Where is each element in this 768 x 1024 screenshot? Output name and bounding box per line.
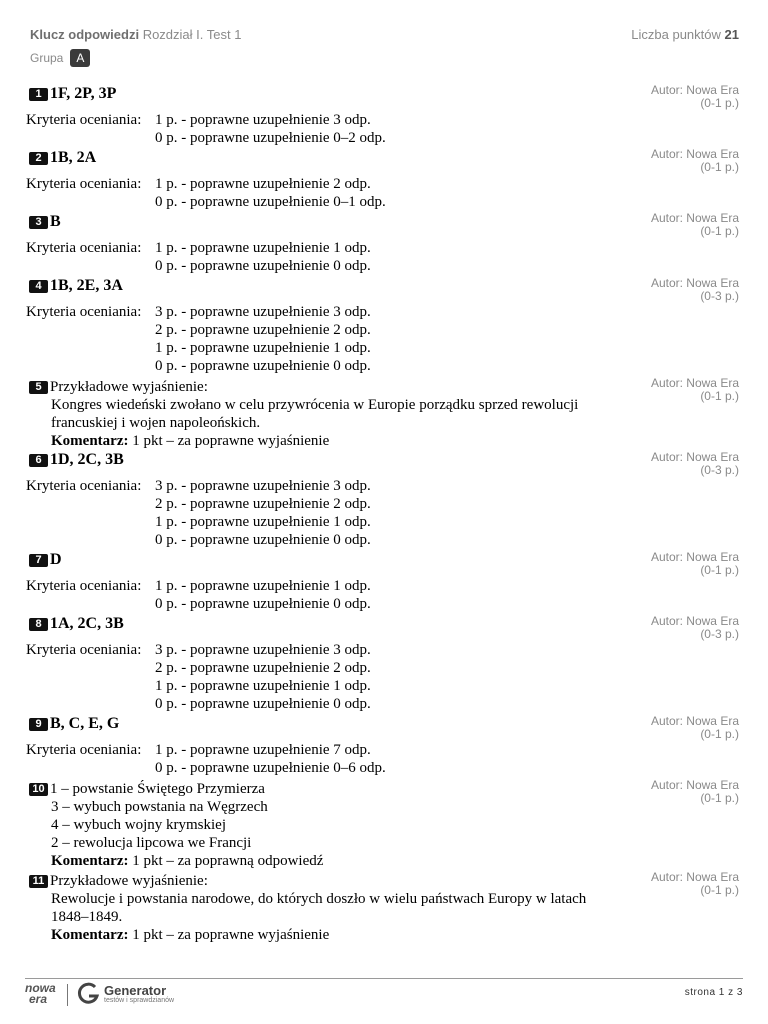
question-10 (26, 780, 636, 870)
criteria-label: Kryteria oceniania: (26, 304, 142, 320)
criteria-line: 0 p. - poprawne uzupełnienie 0 odp. (155, 596, 371, 612)
group-indicator (30, 49, 90, 67)
author: Autor: Nowa Era (650, 147, 739, 161)
question-number: 3 (29, 216, 48, 229)
criteria-line: 1 p. - poprawne uzupełnienie 7 odp. (155, 742, 371, 758)
points-range: (0-1 p.) (700, 96, 739, 110)
question-intro: 1 – powstanie Świętego Przymierza (50, 781, 265, 797)
question-number: 9 (29, 718, 48, 731)
points-range: (0-1 p.) (700, 791, 739, 805)
answer-text-line: Kongres wiedeński zwołano w celu przywrócenia w Europie porządku sprzed rewolucji (51, 397, 579, 413)
question-answer: B (50, 213, 61, 230)
author: Autor: Nowa Era (650, 778, 739, 792)
criteria-line: 1 p. - poprawne uzupełnienie 3 odp. (155, 112, 371, 128)
question-3 (26, 213, 636, 275)
criteria-line: 1 p. - poprawne uzupełnienie 1 odp. (155, 578, 371, 594)
question-2 (26, 149, 636, 211)
document-title-rest: Rozdział I. Test 1 (142, 27, 242, 42)
criteria-label: Kryteria oceniania: (26, 478, 142, 494)
criteria-line: 1 p. - poprawne uzupełnienie 1 odp. (155, 240, 371, 256)
question-number: 8 (29, 618, 48, 631)
criteria-label: Kryteria oceniania: (26, 578, 142, 594)
criteria-line: 0 p. - poprawne uzupełnienie 0 odp. (155, 258, 371, 274)
author: Autor: Nowa Era (650, 83, 739, 97)
comment (51, 432, 636, 450)
criteria-line: 1 p. - poprawne uzupełnienie 1 odp. (155, 678, 371, 694)
question-answer: 1A, 2C, 3B (50, 615, 124, 632)
question-6 (26, 451, 636, 549)
question-8 (26, 615, 636, 713)
answer-text-line: 3 – wybuch powstania na Węgrzech (51, 799, 268, 815)
points-range: (0-1 p.) (700, 389, 739, 403)
points-range: (0-1 p.) (700, 883, 739, 897)
question-5-meta (651, 377, 739, 403)
document-title (30, 27, 241, 42)
author: Autor: Nowa Era (650, 450, 739, 464)
question-10-meta (651, 779, 739, 805)
criteria-label: Kryteria oceniania: (26, 240, 142, 256)
question-answer: 1B, 2E, 3A (50, 277, 123, 294)
criteria-line: 1 p. - poprawne uzupełnienie 2 odp. (155, 176, 371, 192)
answer-text-line: 2 – rewolucja lipcowa we Francji (51, 835, 252, 851)
footer-divider (25, 978, 743, 979)
question-1-meta (651, 84, 739, 110)
question-6-meta (651, 451, 739, 477)
points-total-value: 21 (724, 27, 739, 42)
author: Autor: Nowa Era (650, 550, 739, 564)
grading-criteria (26, 239, 636, 275)
question-3-meta (651, 212, 739, 238)
criteria-line: 2 p. - poprawne uzupełnienie 2 odp. (155, 660, 371, 676)
points-range: (0-1 p.) (700, 563, 739, 577)
criteria-line: 3 p. - poprawne uzupełnienie 3 odp. (155, 304, 371, 320)
author: Autor: Nowa Era (650, 614, 739, 628)
points-total-label: Liczba punktów (631, 27, 721, 42)
question-11 (26, 872, 636, 944)
criteria-line: 1 p. - poprawne uzupełnienie 1 odp. (155, 340, 371, 356)
answer-text-line: 1848–1849. (51, 909, 123, 925)
question-number: 11 (29, 875, 48, 888)
page-number: strona 1 z 3 (684, 987, 743, 998)
answer-text-line: Rewolucje i powstania narodowe, do których doszło w wielu państwach Europy w latach (51, 891, 587, 907)
question-number: 4 (29, 280, 48, 293)
group-badge: A (70, 49, 90, 67)
comment-label: Komentarz: (51, 853, 129, 869)
grading-criteria (26, 477, 636, 549)
question-answer: B, C, E, G (50, 715, 120, 732)
author: Autor: Nowa Era (650, 714, 739, 728)
author: Autor: Nowa Era (650, 376, 739, 390)
author: Autor: Nowa Era (650, 276, 739, 290)
grading-criteria (26, 175, 636, 211)
criteria-line: 2 p. - poprawne uzupełnienie 2 odp. (155, 322, 371, 338)
question-7 (26, 551, 636, 613)
question-answer: 1B, 2A (50, 149, 97, 166)
question-number: 10 (29, 783, 48, 796)
grading-criteria (26, 641, 636, 713)
criteria-line: 1 p. - poprawne uzupełnienie 1 odp. (155, 514, 371, 530)
criteria-line: 0 p. - poprawne uzupełnienie 0–1 odp. (155, 194, 386, 210)
nowa-era-logo: nowa era (25, 981, 56, 1006)
points-range: (0-1 p.) (700, 160, 739, 174)
question-number: 7 (29, 554, 48, 567)
question-number: 2 (29, 152, 48, 165)
criteria-line: 2 p. - poprawne uzupełnienie 2 odp. (155, 496, 371, 512)
question-1 (26, 85, 636, 147)
question-11-meta (651, 871, 739, 897)
grading-criteria (26, 577, 636, 613)
answer-text-line: francuskiej i wojen napoleońskich. (51, 415, 261, 431)
question-answer: 1D, 2C, 3B (50, 451, 124, 468)
question-9 (26, 715, 636, 777)
question-answer: 1F, 2P, 3P (50, 85, 117, 102)
criteria-label: Kryteria oceniania: (26, 112, 142, 128)
points-range: (0-3 p.) (700, 627, 739, 641)
generator-title: Generator (104, 982, 167, 998)
grading-criteria (26, 741, 636, 777)
generator-subtitle: testów i sprawdzianów (104, 996, 175, 1004)
criteria-line: 0 p. - poprawne uzupełnienie 0 odp. (155, 696, 371, 712)
question-7-meta (651, 551, 739, 577)
criteria-label: Kryteria oceniania: (26, 642, 142, 658)
author: Autor: Nowa Era (650, 870, 739, 884)
group-label: Grupa (30, 51, 64, 65)
grading-criteria (26, 111, 636, 147)
points-range: (0-1 p.) (700, 224, 739, 238)
criteria-line: 0 p. - poprawne uzupełnienie 0 odp. (155, 532, 371, 548)
question-intro: Przykładowe wyjaśnienie: (50, 379, 208, 395)
author: Autor: Nowa Era (650, 211, 739, 225)
points-range: (0-1 p.) (700, 727, 739, 741)
question-number: 6 (29, 454, 48, 467)
question-2-meta (651, 148, 739, 174)
comment-label: Komentarz: (51, 927, 129, 943)
question-number: 1 (29, 88, 48, 101)
question-8-meta (651, 615, 739, 641)
question-5 (26, 378, 636, 450)
criteria-line: 3 p. - poprawne uzupełnienie 3 odp. (155, 642, 371, 658)
criteria-line: 0 p. - poprawne uzupełnienie 0–2 odp. (155, 130, 386, 146)
comment-label: Komentarz: (51, 433, 129, 449)
criteria-line: 0 p. - poprawne uzupełnienie 0 odp. (155, 358, 371, 374)
comment (51, 926, 636, 944)
criteria-line: 3 p. - poprawne uzupełnienie 3 odp. (155, 478, 371, 494)
document-title-bold: Klucz odpowiedzi (30, 27, 140, 42)
criteria-line: 0 p. - poprawne uzupełnienie 0–6 odp. (155, 760, 386, 776)
comment-text: 1 pkt – za poprawną odpowiedź (132, 853, 324, 869)
generator-logo (76, 981, 174, 1007)
question-4 (26, 277, 636, 375)
comment (51, 852, 636, 870)
generator-g-icon (76, 981, 100, 1007)
criteria-label: Kryteria oceniania: (26, 742, 142, 758)
question-answer: D (50, 551, 62, 568)
logo-separator (67, 984, 68, 1006)
criteria-label: Kryteria oceniania: (26, 176, 142, 192)
question-9-meta (651, 715, 739, 741)
question-number: 5 (29, 381, 48, 394)
answer-text-line: 4 – wybuch wojny krymskiej (51, 817, 226, 833)
points-range: (0-3 p.) (700, 289, 739, 303)
comment-text: 1 pkt – za poprawne wyjaśnienie (132, 433, 330, 449)
question-4-meta (651, 277, 739, 303)
grading-criteria (26, 303, 636, 375)
points-total (631, 27, 739, 42)
comment-text: 1 pkt – za poprawne wyjaśnienie (132, 927, 330, 943)
points-range: (0-3 p.) (700, 463, 739, 477)
question-intro: Przykładowe wyjaśnienie: (50, 873, 208, 889)
